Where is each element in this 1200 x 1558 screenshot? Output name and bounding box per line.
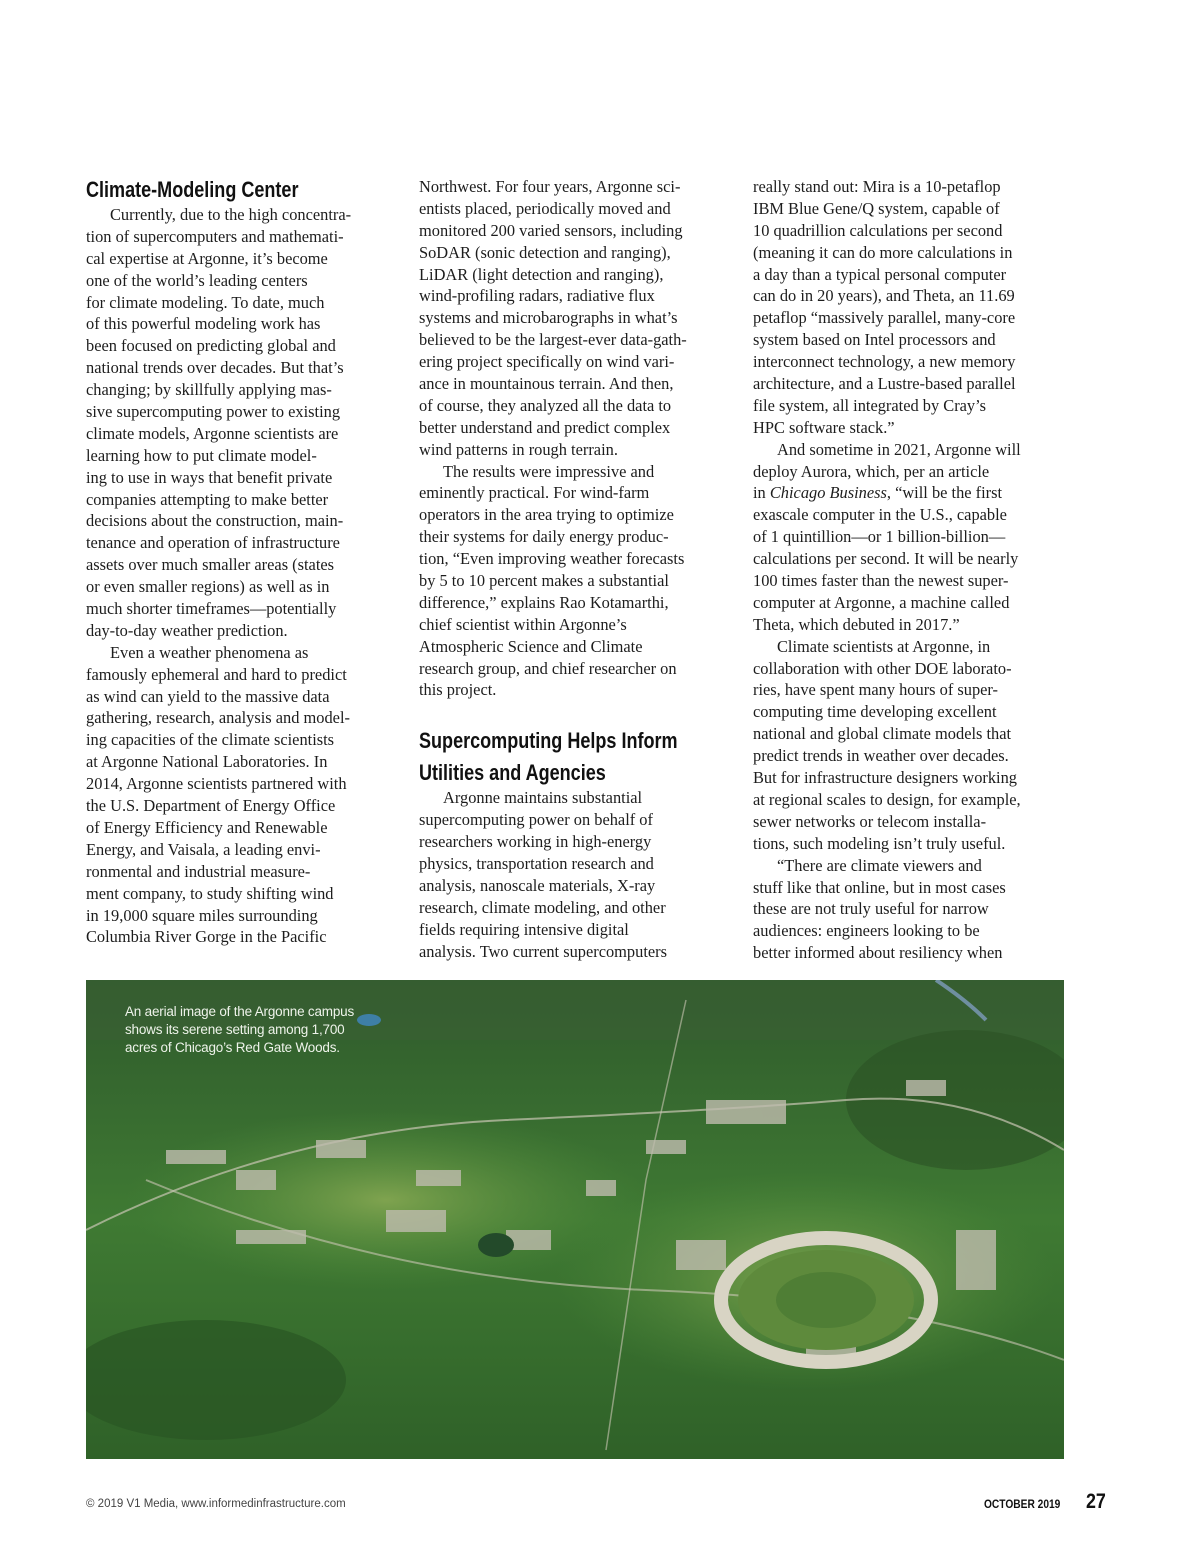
body-paragraph xyxy=(753,439,1073,636)
text-line: file system, all integrated by Cray’s xyxy=(753,395,987,415)
text-line: Even a weather phenomena as xyxy=(110,642,309,662)
text-line: calculations per second. It will be nearly xyxy=(753,549,1019,569)
text-line: ing capacities of the climate scientists xyxy=(86,730,335,750)
text-line: Columbia River Gorge in the Pacific xyxy=(86,927,327,947)
text-line: system based on Intel processors and xyxy=(753,330,996,350)
text-line: ment company, to study shifting wind xyxy=(86,883,334,903)
text-line: can do in 20 years), and Theta, an 11.69 xyxy=(753,286,1015,306)
text-line: audiences: engineers looking to be xyxy=(753,921,980,941)
text-line: of 1 quintillion—or 1 billion-billion— xyxy=(753,527,1006,547)
text-line: Atmospheric Science and Climate xyxy=(419,636,643,656)
publication-title: Chicago Business xyxy=(769,483,887,503)
text-line: 100 times faster than the newest super- xyxy=(753,571,1009,591)
text-line: systems and microbarographs in what’s xyxy=(419,308,678,328)
section-heading xyxy=(419,725,739,789)
text-line: 2014, Argonne scientists partnered with xyxy=(86,774,347,794)
text-line: architecture, and a Lustre-based parallel xyxy=(753,374,1016,394)
text-line: IBM Blue Gene/Q system, capable of xyxy=(753,198,1000,218)
text-line: monitored 200 varied sensors, including xyxy=(419,220,683,240)
body-paragraph xyxy=(419,787,739,962)
text-line: gathering, research, analysis and model- xyxy=(86,708,350,728)
text-line: cal expertise at Argonne, it’s become xyxy=(86,248,328,268)
section-heading xyxy=(86,176,406,204)
text-line: petaflop “massively parallel, many-core xyxy=(753,308,1016,328)
text-line: ing to use in ways that benefit private xyxy=(86,467,333,487)
text-line: And sometime in 2021, Argonne will xyxy=(777,439,1021,459)
text-line: supercomputing power on behalf of xyxy=(419,810,653,830)
text-line: fields requiring intensive digital xyxy=(419,919,629,939)
text-line: But for infrastructure designers working xyxy=(753,768,1018,788)
text-line: tion of supercomputers and mathemati- xyxy=(86,226,344,246)
text-line: this project. xyxy=(419,680,497,700)
text-line: chief scientist within Argonne’s xyxy=(419,614,627,634)
footer-copyright: © 2019 V1 Media, www.informedinfrastructure.com xyxy=(86,1498,346,1510)
text-line: SoDAR (sonic detection and ranging), xyxy=(419,242,671,262)
text-line: sewer networks or telecom installa- xyxy=(753,811,987,831)
body-paragraph xyxy=(753,176,1073,439)
text-line: analysis. Two current supercomputers xyxy=(419,941,667,961)
text-line: computing time developing excellent xyxy=(753,702,997,722)
text-line: Energy, and Vaisala, a leading envi- xyxy=(86,839,321,859)
text-line: wind-profiling radars, radiative flux xyxy=(419,286,655,306)
text-line: been focused on predicting global and xyxy=(86,336,336,356)
text-line: their systems for daily energy produc- xyxy=(419,527,669,547)
text-line: famously ephemeral and hard to predict xyxy=(86,664,347,684)
text-line: of course, they analyzed all the data to xyxy=(419,395,672,415)
text-line: interconnect technology, a new memory xyxy=(753,352,1016,372)
text-line: assets over much smaller areas (states xyxy=(86,555,335,575)
text-line: better informed about resiliency when xyxy=(753,943,1003,963)
text-line: ance in mountainous terrain. And then, xyxy=(419,374,674,394)
text-line: at regional scales to design, for example, xyxy=(753,789,1021,809)
text-line: Currently, due to the high concentra- xyxy=(110,205,352,224)
text-line: the U.S. Department of Energy Office xyxy=(86,796,336,816)
text-line: believed to be the largest-ever data-gath- xyxy=(419,330,687,350)
body-paragraph xyxy=(86,204,406,642)
text-line: (meaning it can do more calculations in xyxy=(753,242,1013,262)
body-paragraph xyxy=(753,636,1073,855)
text-line: as wind can yield to the massive data xyxy=(86,686,330,706)
text-line: Climate scientists at Argonne, in xyxy=(777,636,991,656)
text-line: exascale computer in the U.S., capable xyxy=(753,505,1007,525)
text-line: changing; by skillfully applying mas- xyxy=(86,380,332,400)
text-line: Northwest. For four years, Argonne sci- xyxy=(419,177,681,196)
heading-line: Supercomputing Helps Inform xyxy=(419,728,678,754)
text-line: HPC software stack.” xyxy=(753,417,895,437)
text-line: operators in the area trying to optimize xyxy=(419,505,674,525)
text-line: computer at Argonne, a machine called xyxy=(753,592,1010,612)
text-line: entists placed, periodically moved and xyxy=(419,198,671,218)
footer-issue-date: OCTOBER 2019 xyxy=(984,1497,1061,1511)
text-line: one of the world’s leading centers xyxy=(86,270,308,290)
aerial-photo-argonne-campus xyxy=(86,980,1064,1459)
text-line: ronmental and industrial measure- xyxy=(86,861,311,881)
text-line: research group, and chief researcher on xyxy=(419,658,677,678)
text-line: of this powerful modeling work has xyxy=(86,314,321,334)
text-line: these are not truly useful for narrow xyxy=(753,899,989,919)
text-line: wind patterns in rough terrain. xyxy=(419,439,618,459)
text-line: climate models, Argonne scientists are xyxy=(86,423,339,443)
text-line: analysis, nanoscale materials, X-ray xyxy=(419,875,656,895)
text-line: Argonne maintains substantial xyxy=(443,788,643,808)
text-line xyxy=(753,482,1073,504)
text-line: national trends over decades. But that’s xyxy=(86,358,344,378)
text-line: or even smaller regions) as well as in xyxy=(86,577,330,597)
text-line: predict trends in weather over decades. xyxy=(753,746,1009,766)
column-3 xyxy=(753,176,1073,964)
text-line: stuff like that online, but in most cases xyxy=(753,877,1006,897)
text-line: research, climate modeling, and other xyxy=(419,897,666,917)
text-fragment: , “will be the first xyxy=(886,483,1003,503)
text-line: The results were impressive and xyxy=(443,461,655,481)
text-fragment: in xyxy=(753,483,770,503)
text-line: “There are climate viewers and xyxy=(777,855,982,875)
text-line: Theta, which debuted in 2017.” xyxy=(753,614,960,634)
heading-line: Utilities and Agencies xyxy=(419,760,606,786)
text-line: ries, have spent many hours of super- xyxy=(753,680,999,700)
text-line: really stand out: Mira is a 10-petaflop xyxy=(753,177,1001,196)
text-line: by 5 to 10 percent makes a substantial xyxy=(419,571,669,591)
text-line: ering project specifically on wind vari- xyxy=(419,352,675,372)
text-line: deploy Aurora, which, per an article xyxy=(753,461,990,481)
text-line: a day than a typical personal computer xyxy=(753,264,1007,284)
text-line: tion, “Even improving weather forecasts xyxy=(419,549,685,569)
body-paragraph xyxy=(753,855,1073,964)
text-line: tions, such modeling isn’t truly useful. xyxy=(753,833,1006,853)
body-paragraph xyxy=(419,176,739,461)
text-line: physics, transportation research and xyxy=(419,854,654,874)
column-2 xyxy=(419,176,739,963)
text-line: LiDAR (light detection and ranging), xyxy=(419,264,664,284)
heading-line: Climate-Modeling Center xyxy=(86,177,299,202)
text-line: collaboration with other DOE laborato- xyxy=(753,658,1012,678)
body-paragraph xyxy=(86,642,406,948)
text-line: learning how to put climate model- xyxy=(86,445,317,465)
text-line: at Argonne National Laboratories. In xyxy=(86,752,328,772)
text-line: much shorter timeframes—potentially xyxy=(86,599,337,619)
text-line: 10 quadrillion calculations per second xyxy=(753,220,1003,240)
page-number: 27 xyxy=(1086,1490,1106,1513)
text-line: in 19,000 square miles surrounding xyxy=(86,905,318,925)
text-line: day-to-day weather prediction. xyxy=(86,620,288,640)
text-line: eminently practical. For wind-farm xyxy=(419,483,650,503)
text-line: tenance and operation of infrastructure xyxy=(86,533,340,553)
text-line: researchers working in high-energy xyxy=(419,832,652,852)
body-paragraph xyxy=(419,461,739,702)
column-1 xyxy=(86,176,406,948)
text-line: better understand and predict complex xyxy=(419,417,671,437)
text-line: sive supercomputing power to existing xyxy=(86,402,341,422)
text-line: for climate modeling. To date, much xyxy=(86,292,325,312)
photo-caption: An aerial image of the Argonne campus shows its serene setting among 1,700 acres of Chicago’s Red Gate Woods. xyxy=(125,1004,354,1055)
text-line: national and global climate models that xyxy=(753,724,1012,744)
text-line: difference,” explains Rao Kotamarthi, xyxy=(419,592,669,612)
text-line: of Energy Efficiency and Renewable xyxy=(86,817,328,837)
text-line: companies attempting to make better xyxy=(86,489,329,509)
text-line: decisions about the construction, main- xyxy=(86,511,344,531)
